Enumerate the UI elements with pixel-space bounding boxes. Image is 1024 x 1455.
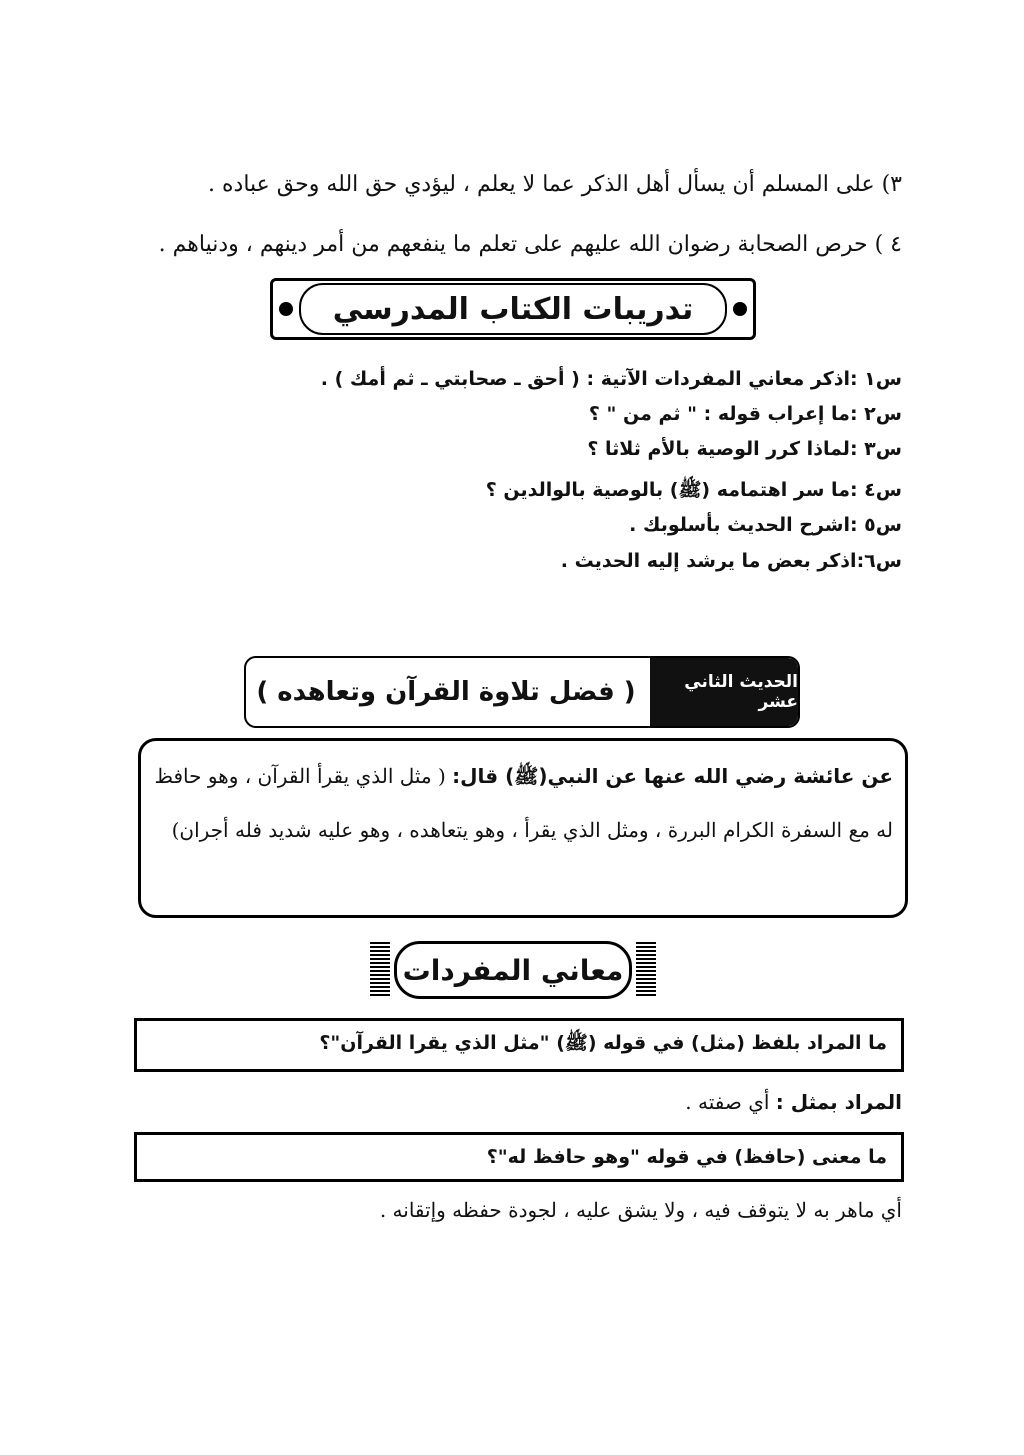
ornament-dot-icon	[733, 302, 747, 316]
exercise-question: س٣ :لماذا كرر الوصية بالأم ثلاثا ؟	[587, 438, 902, 460]
answer-label: المراد بمثل :	[775, 1090, 902, 1114]
exercise-question: س٢ :ما إعراب قوله : " ثم من " ؟	[588, 403, 902, 425]
hadith-narrator: عن عائشة رضي الله عنها عن النبي(ﷺ) قال:	[452, 764, 893, 788]
vocabulary-question-box	[134, 1132, 904, 1182]
hadith-text: ( مثل الذي يقرأ القرآن ، وهو حافظ له مع السفرة الكرام البررة ، ومثل الذي يقرأ ، وهو يتعاهده ، وهو عليه شديد فله أجران)	[154, 764, 893, 842]
exercise-question: س٤ :ما سر اهتمامه (ﷺ) بالوصية بالوالدين ؟	[485, 479, 902, 501]
intro-point-4: ٤ ) حرص الصحابة رضوان الله عليهم على تعلم ما ينفعهم من أمر دينهم ، ودنياهم .	[158, 232, 902, 257]
hadith-title: ( فضل تلاوة القرآن وتعاهده )	[256, 677, 636, 707]
hadith-text-box	[138, 738, 908, 918]
exercise-question: س٥ :اشرح الحديث بأسلوبك .	[629, 514, 902, 536]
answer-text: أي صفته .	[685, 1090, 770, 1114]
intro-point-3: ٣) على المسلم أن يسأل أهل الذكر عما لا يعلم ، ليؤدي حق الله وحق عباده .	[208, 172, 902, 197]
answer-text: أي ماهر به لا يتوقف فيه ، ولا يشق عليه ، لجودة حفظه وإتقانه .	[379, 1198, 902, 1222]
vocabulary-banner	[370, 940, 656, 1000]
vocabulary-answer	[685, 1090, 902, 1114]
vocabulary-title: معاني المفردات	[394, 941, 632, 999]
exercise-question: س٦:اذكر بعض ما يرشد إليه الحديث .	[560, 550, 902, 572]
stripe-ornament-icon	[370, 942, 390, 998]
exercises-banner	[270, 278, 756, 340]
vocabulary-question-box	[134, 1018, 904, 1072]
exercises-title: تدريبات الكتاب المدرسي	[299, 283, 727, 335]
ornament-dot-icon	[279, 302, 293, 316]
vocabulary-question: ما المراد بلفظ (مثل) في قوله (ﷺ) "مثل الذي يقرا القرآن"؟	[319, 1032, 887, 1054]
exercise-question: س١ :اذكر معاني المفردات الآتية : ( أحق ـ صحابتي ـ ثم أمك ) .	[320, 368, 902, 390]
vocabulary-question: ما معنى (حافظ) في قوله "وهو حافظ له"؟	[486, 1146, 887, 1168]
hadith-title-box	[244, 656, 800, 728]
stripe-ornament-icon	[636, 942, 656, 998]
vocabulary-answer	[380, 1198, 902, 1222]
hadith-number-tag: الحديث الثاني عشر	[650, 658, 798, 726]
